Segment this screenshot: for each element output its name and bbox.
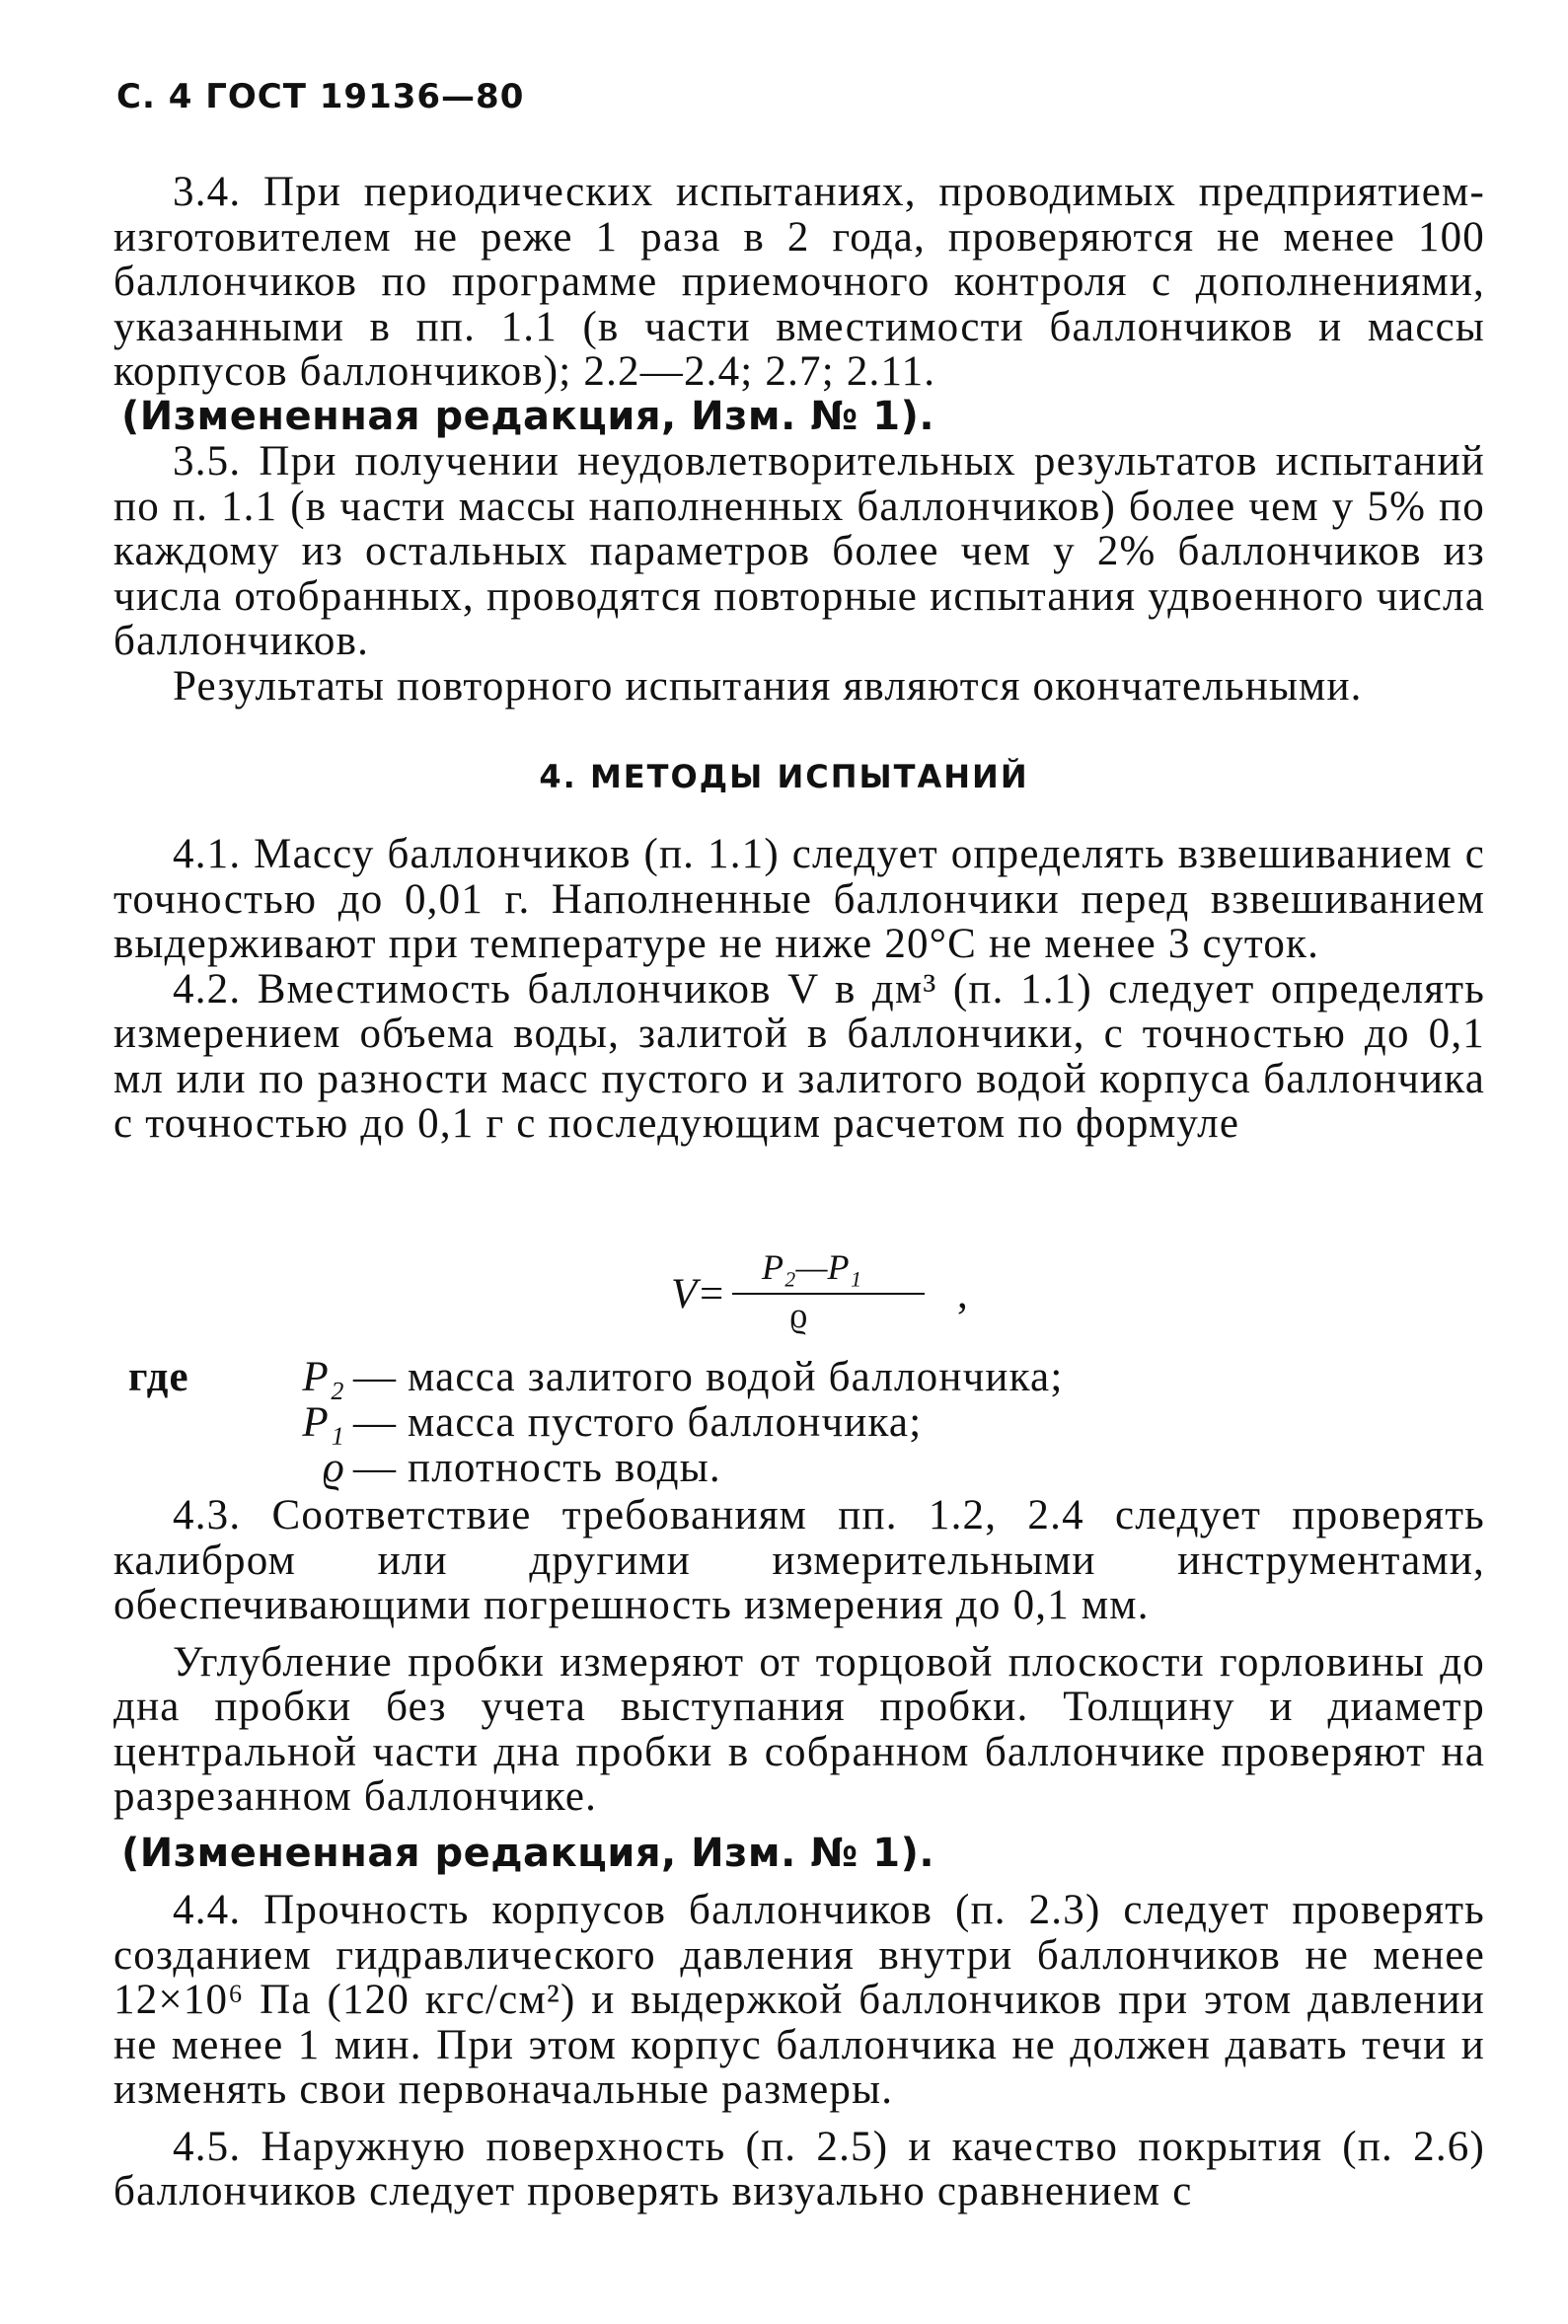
legend-symbol: P₁ xyxy=(302,1399,345,1446)
formula-comma: , xyxy=(957,1271,968,1317)
text-block-1 xyxy=(113,170,1485,709)
paragraph-4-2: 4.2. Вместимость баллончиков V в дм³ (п. 1.1) следует определять измерением объема воды, залитой в баллончики, с точностью до 0,1 мл или по разности масс пустого и залитого водой корпуса баллончика с точностью до 0,1 г с последующим расчетом по формуле xyxy=(113,965,1485,1147)
legend-desc: масса залитого водой баллончика; xyxy=(408,1354,1064,1400)
amendment-note-2: (Измененная редакция, Изм. № 1). xyxy=(121,1830,935,1876)
amendment-note-1: (Измененная редакция, Изм. № 1). xyxy=(121,393,935,439)
volume-formula xyxy=(671,1248,987,1347)
legend-lead: где xyxy=(128,1354,189,1400)
formula-numerator: P₂—P₁ xyxy=(762,1247,862,1287)
legend-desc: плотность воды. xyxy=(408,1445,721,1491)
legend-symbol: P₂ xyxy=(302,1354,345,1400)
paragraph-3-4: 3.4. При периодических испытаниях, проводимых предприятием-изготовителем не реже 1 раза в 2 года, проверяются не менее 100 баллончиков по программе приемочного контроля с дополнениями, указанными в пп. 1.1 (в части вместимости баллончиков и массы корпусов баллончиков); 2.2—2.4; 2.7; 2.11. xyxy=(113,169,1485,395)
legend-desc: масса пустого баллончика; xyxy=(408,1399,923,1446)
text-block-3 xyxy=(113,1493,1485,2214)
text-block-2 xyxy=(113,832,1485,1147)
legend-dash: — xyxy=(353,1445,398,1491)
paragraph-depth: Углубление пробки измеряют от торцовой плоскости горловины до дна пробки без учета выступания пробки. Толщину и диаметр центральной части дна пробки в собранном баллончике проверяют на разрезанном баллончике. xyxy=(113,1638,1485,1820)
fraction-bar xyxy=(732,1293,925,1295)
paragraph-results: Результаты повторного испытания являются окончательными. xyxy=(173,662,1363,710)
formula-lhs: V= xyxy=(671,1271,726,1317)
formula-denominator: ϱ xyxy=(789,1296,808,1335)
legend-dash: — xyxy=(353,1354,398,1400)
paragraph-4-4: 4.4. Прочность корпусов баллончиков (п. 2.3) следует проверять созданием гидравлического давления внутри баллончиков не менее 12×10⁶ Па (120 кгс/см²) и выдержкой баллончиков при этом давлении не менее 1 мин. При этом корпус баллончика не должен давать течи и изменять свои первоначальные размеры. xyxy=(113,1887,1485,2113)
paragraph-4-5: 4.5. Наружную поверхность (п. 2.5) и качество покрытия (п. 2.6) баллончиков следует проверять визуально сравнением с xyxy=(113,2123,1485,2214)
paragraph-3-5: 3.5. При получении неудовлетворительных результатов испытаний по п. 1.1 (в части массы наполненных баллончиков) более чем у 5% по каждому из остальных параметров более чем у 2% баллончиков из числа отобранных, проводятся повторные испытания удвоенного числа баллончиков. xyxy=(113,438,1485,664)
paragraph-4-3: 4.3. Соответствие требованиям пп. 1.2, 2.4 следует проверять калибром или другими измерительными инструментами, обеспечивающими погрешность измерения до 0,1 мм. xyxy=(113,1492,1485,1628)
paragraph-4-1: 4.1. Массу баллончиков (п. 1.1) следует определять взвешиванием с точностью до 0,01 г. Наполненные баллончики перед взвешиванием выдерживают при температуре не ниже 20°С не менее 3 суток. xyxy=(113,831,1485,967)
page-header: С. 4 ГОСТ 19136—80 xyxy=(116,77,525,116)
legend-symbol: ϱ xyxy=(322,1445,345,1491)
formula-legend xyxy=(128,1355,1411,1491)
section-title: 4. МЕТОДЫ ИСПЫТАНИЙ xyxy=(539,758,1029,795)
legend-row xyxy=(128,1400,1411,1446)
legend-dash: — xyxy=(353,1399,398,1446)
legend-row xyxy=(128,1446,1411,1491)
legend-row xyxy=(128,1355,1411,1400)
